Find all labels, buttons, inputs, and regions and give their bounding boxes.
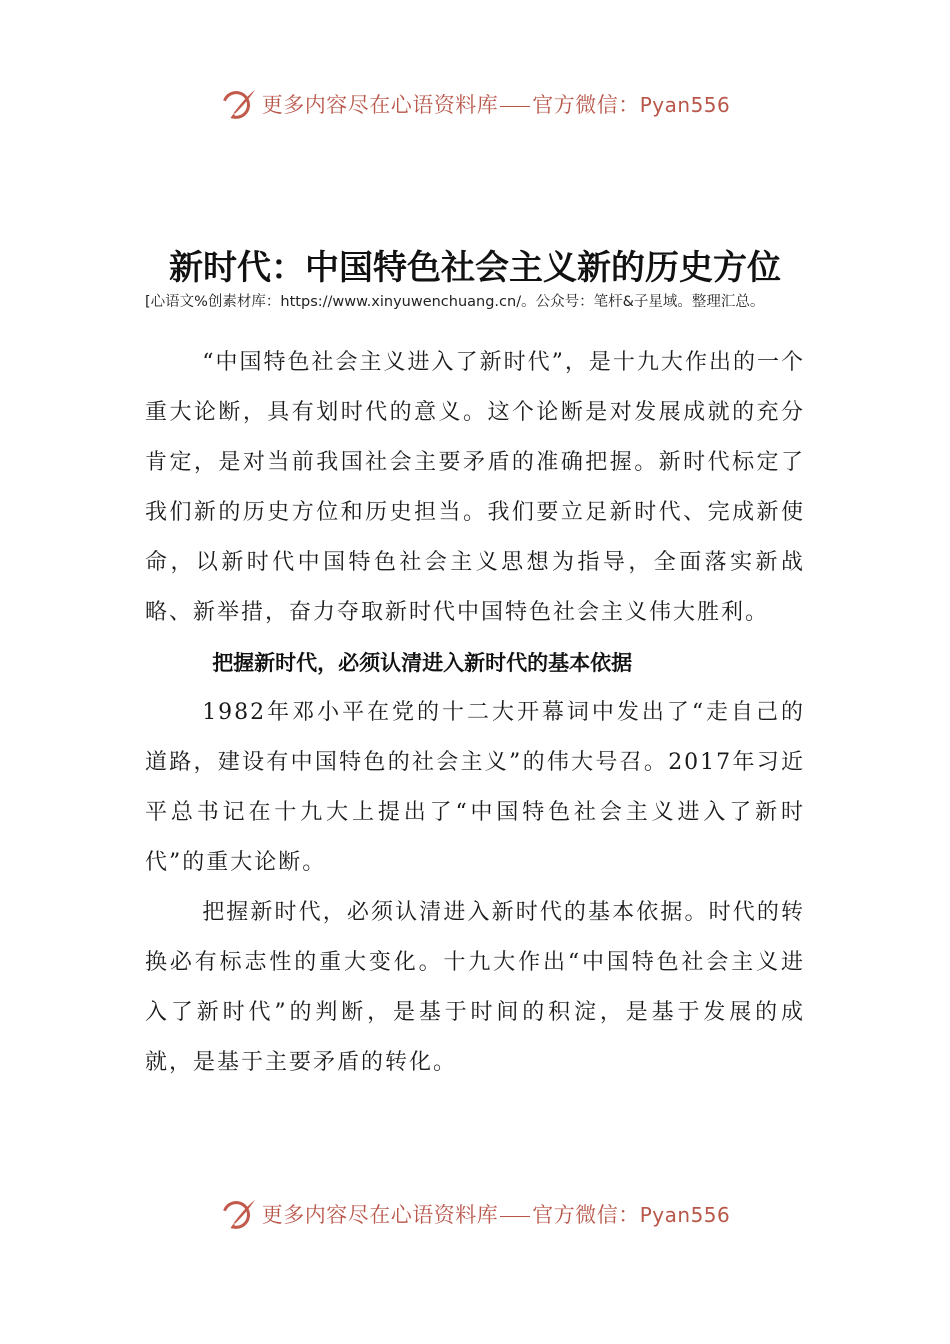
banner-dash: [500, 1216, 530, 1217]
banner-wechat-id: Pyan556: [639, 93, 731, 117]
page-title: 新时代：中国特色社会主义新的历史方位: [169, 248, 781, 288]
source-line: [心语文%创素材库：https://www.xinyuwenchuang.cn/。公众号：笔杆&子星域。整理汇总。: [145, 294, 765, 310]
banner-wechat-label: 官方微信：: [532, 1203, 640, 1227]
banner-main-text: 更多内容尽在心语资料库: [261, 1203, 499, 1227]
paragraph: 把握新时代，必须认清进入新时代的基本依据。时代的转换必有标志性的重大变化。十九大作出“中国特色社会主义进入了新时代”的判断，是基于时间的积淀，是基于发展的成就，是基于主要矛盾的转化。: [145, 900, 805, 1075]
paragraph: “中国特色社会主义进入了新时代”，是十九大作出的一个重大论断，具有划时代的意义。这个论断是对发展成就的充分肯定，是对当前我国社会主要矛盾的准确把握。新时代标定了我们新的历史方位和历史担当。我们要立足新时代、完成新使命，以新时代中国特色社会主义思想为指导，全面落实新战略、新举措，奋力夺取新时代中国特色社会主义伟大胜利。: [145, 350, 805, 625]
banner-main-text: 更多内容尽在心语资料库: [261, 93, 499, 117]
quill-logo-icon: [220, 85, 258, 123]
header-banner: [0, 82, 950, 126]
footer-banner: [0, 1192, 950, 1236]
banner-wechat-label: 官方微信：: [532, 93, 640, 117]
document-body: [145, 338, 805, 1088]
paragraph: 1982年邓小平在党的十二大开幕词中发出了“走自己的道路，建设有中国特色的社会主义”的伟大号召。2017年习近平总书记在十九大上提出了“中国特色社会主义进入了新时代”的重大论断。: [145, 700, 805, 875]
banner-dash: [500, 106, 530, 107]
quill-logo-icon: [220, 1195, 258, 1233]
banner-text: [262, 1199, 731, 1229]
banner-wechat-id: Pyan556: [639, 1203, 731, 1227]
banner-text: [262, 89, 731, 119]
section-subheading: 把握新时代，必须认清进入新时代的基本依据: [212, 651, 633, 675]
